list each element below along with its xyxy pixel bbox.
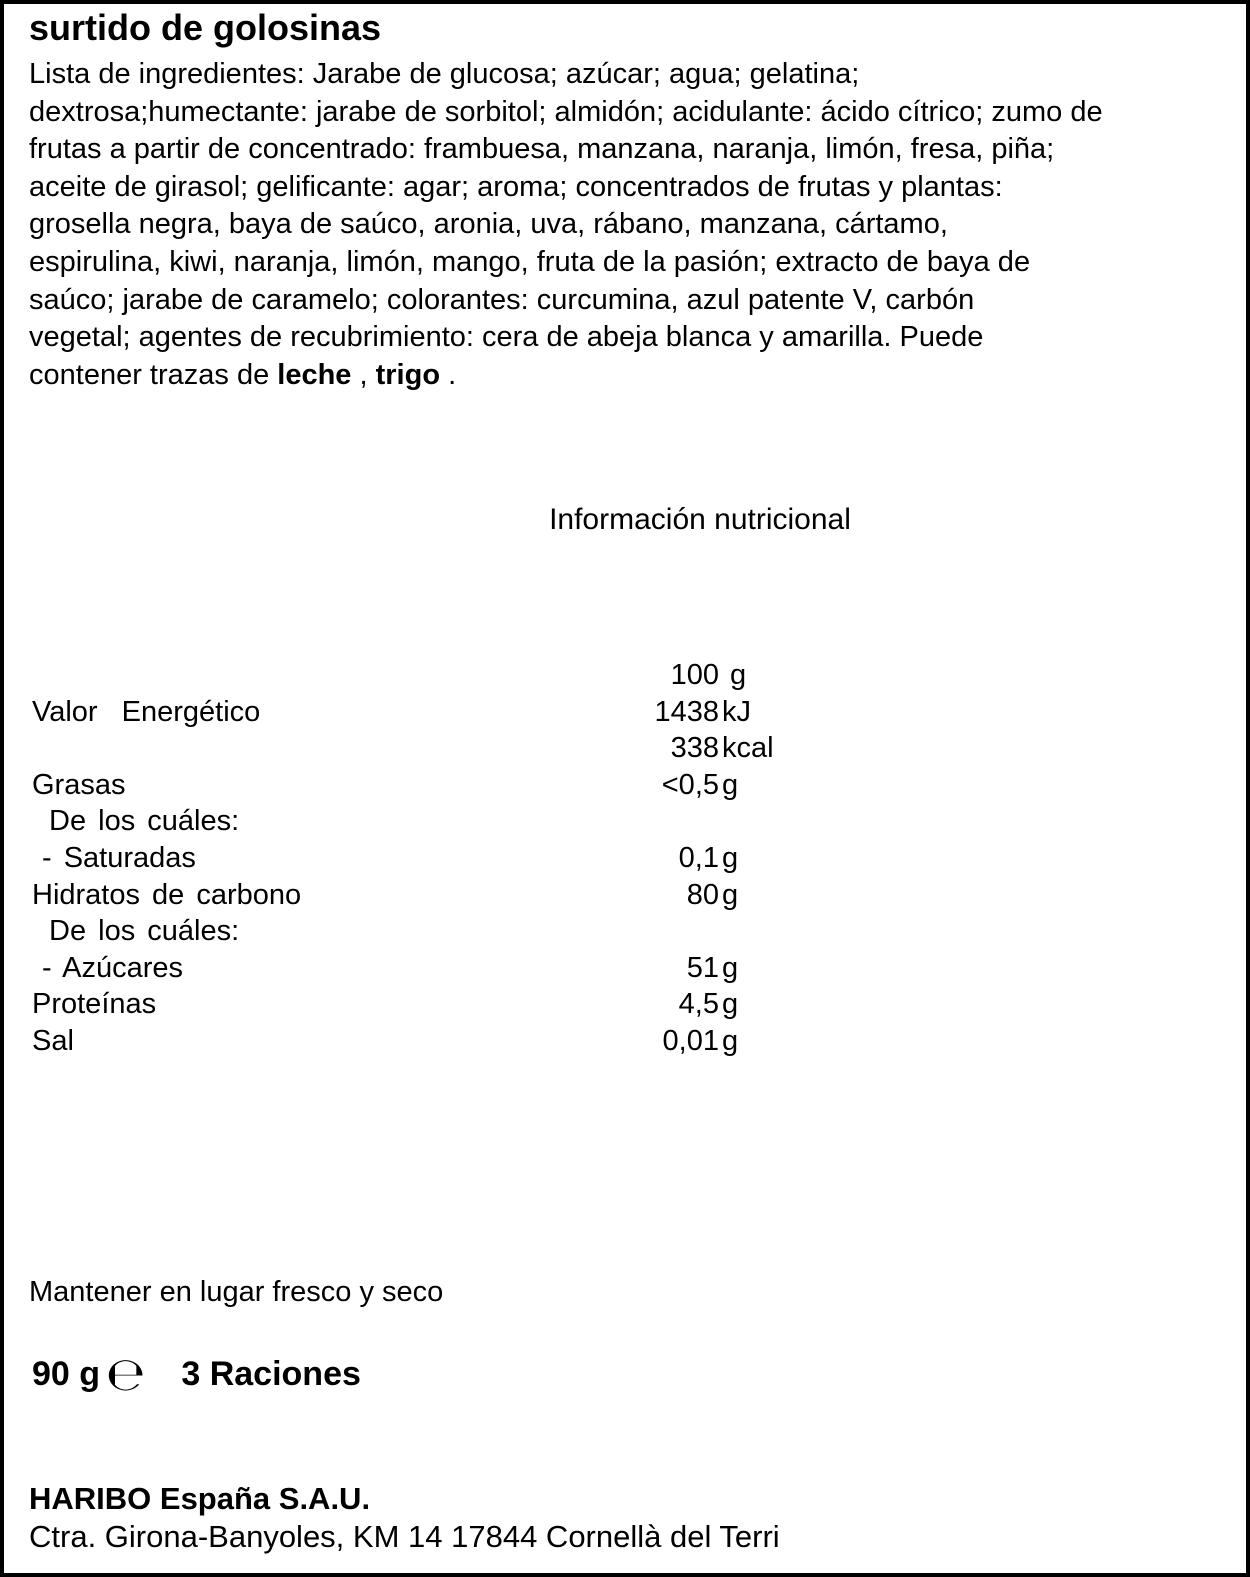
nutrition-value: 0,1 (678, 841, 719, 874)
nutrition-row-saturates (32, 840, 1216, 877)
nutrition-row-salt (32, 1023, 1216, 1060)
estimated-sign: ℮ (106, 1347, 146, 1401)
nutrition-label: Grasas (32, 768, 126, 801)
nutrition-unit (719, 913, 722, 950)
nutrition-value: 1438 (654, 695, 719, 728)
allergen-text: contener trazas de (29, 358, 278, 391)
nutrition-label: Proteínas (32, 988, 157, 1021)
nutrition-row-of-which-carbs (32, 913, 1216, 950)
nutrition-label: Hidratos de carbono (32, 878, 302, 911)
manufacturer-address: Ctra. Girona-Banyoles, KM 14 17844 Cornellà del Terri (29, 1519, 780, 1554)
nutrition-unit: g (722, 988, 739, 1021)
allergen-end: . (440, 358, 457, 391)
nutrition-label: - Saturadas (42, 841, 196, 874)
nutrition-row-fat (32, 767, 1216, 804)
nutrition-value: 51 (686, 951, 719, 984)
nutrition-value: 338 (670, 732, 719, 765)
nutrition-unit: kJ (722, 695, 751, 728)
nutrition-row-protein (32, 986, 1216, 1023)
nutrition-unit: g (722, 841, 739, 874)
nutrition-label: - Azúcares (42, 951, 183, 984)
ingredients-line: saúco; jarabe de caramelo; colorantes: curcumina, azul patente V, carbón (29, 283, 975, 316)
allergen-wheat: trigo (375, 358, 441, 391)
nutrition-row-carbohydrate (32, 877, 1216, 914)
nutrition-title: Información nutricional (549, 503, 851, 536)
nutrition-label: De los cuáles: (49, 805, 240, 838)
ingredients-line: dextrosa;humectante: jarabe de sorbitol; almidón; acidulante: ácido cítrico; zumo de (29, 95, 1103, 128)
nutrition-label: De los cuáles: (49, 915, 240, 948)
allergen-separator: , (351, 358, 376, 391)
nutrition-row-of-which-fat (32, 803, 1216, 840)
allergen-statement (29, 357, 1244, 395)
nutrition-unit: g (722, 768, 739, 801)
manufacturer-name: HARIBO España S.A.U. (29, 1481, 371, 1516)
nutrition-column-header-row (32, 657, 1216, 694)
nutrition-value: <0,5 (661, 768, 719, 801)
storage-instructions: Mantener en lugar fresco y seco (29, 1276, 444, 1308)
nutrition-label (32, 730, 572, 767)
nutrition-value: 100 (670, 659, 719, 691)
nutrition-value: 4,5 (678, 988, 719, 1021)
allergen-milk: leche (277, 358, 352, 391)
nutrition-value (572, 803, 719, 840)
nutrition-row-sugars (32, 950, 1216, 987)
ingredients-list (29, 56, 1244, 394)
nutrition-value: 80 (686, 878, 719, 911)
ingredients-line: grosella negra, baya de saúco, aronia, uva, rábano, manzana, cártamo, (29, 208, 948, 241)
nutrition-unit: g (722, 878, 739, 911)
net-weight-line (32, 1347, 361, 1401)
nutrition-unit: g (722, 1024, 739, 1057)
net-weight-amount: 90 g (32, 1355, 101, 1393)
ingredients-line: frutas a partir de concentrado: frambuesa, manzana, naranja, limón, fresa, piña; (29, 133, 1055, 166)
nutrition-label: Sal (32, 1024, 74, 1057)
nutrition-label (32, 657, 572, 694)
nutrition-label: Valor Energético (32, 695, 261, 728)
nutrition-unit (719, 803, 722, 840)
nutrition-table (32, 657, 1216, 1060)
servings-count: 3 Raciones (181, 1355, 361, 1393)
nutrition-row-energy-kj (32, 694, 1216, 731)
product-title: surtido de golosinas (29, 7, 382, 48)
nutrition-unit: g (722, 659, 747, 691)
ingredients-line: espirulina, kiwi, naranja, limón, mango, fruta de la pasión; extracto de baya de (29, 245, 1031, 278)
ingredients-line: aceite de girasol; gelificante: agar; aroma; concentrados de frutas y plantas: (29, 170, 1003, 203)
ingredients-line: Lista de ingredientes: Jarabe de glucosa; azúcar; agua; gelatina; (29, 58, 860, 90)
nutrition-row-energy-kcal (32, 730, 1216, 767)
ingredients-line: vegetal; agentes de recubrimiento: cera de abeja blanca y amarilla. Puede (29, 321, 984, 354)
nutrition-value: 0,01 (662, 1024, 719, 1057)
nutrition-value (572, 913, 719, 950)
nutrition-unit: g (722, 951, 739, 984)
nutrition-unit: kcal (722, 732, 774, 765)
